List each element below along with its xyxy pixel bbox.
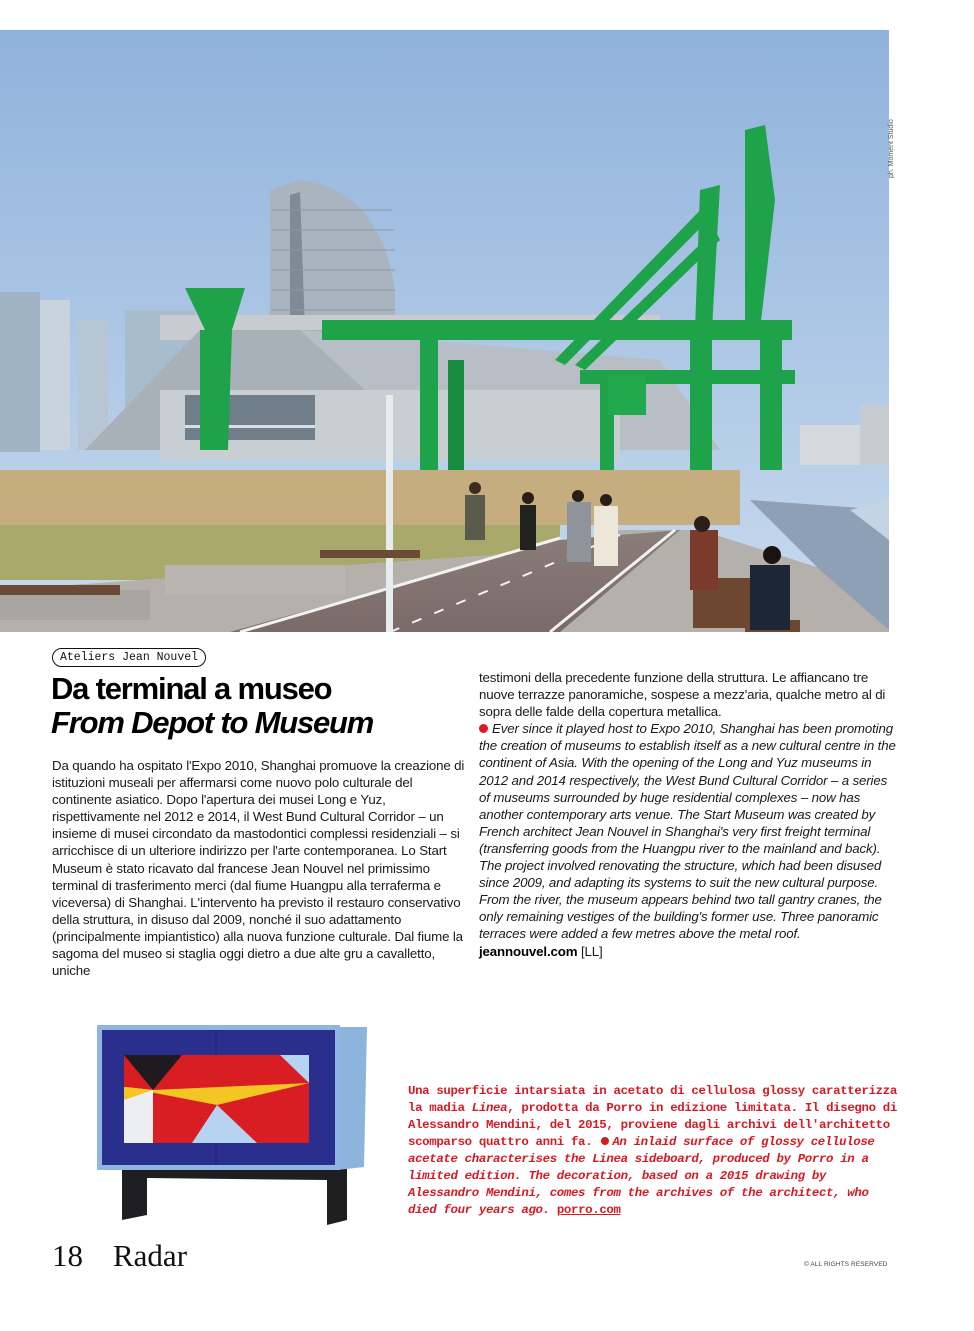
- body-english-text: Ever since it played host to Expo 2010, Shanghai has been promoting the creation of museums to establish itself as a new cultural centre in the continent of Asia. With the opening of the Long and Yuz museums in 2012 and 2014 respectively, the West Bund Cultural Corridor – a series of museums surrounded by huge residential complexes – now has another contemporary arts venue. The Start Museum was created by French architect Jean Nouvel in Shanghai's very first freight terminal (transferring goods from the Huangpu river to the mainland and back). The project involved renovating the structure, which had been disused since 2009, and adapting its systems to suit the new cultural purpose. From the river, the museum appears behind two tall gantry cranes, the only remaining vestiges of the building's former use. Three panoramic terraces were added a few metres above the metal roof.: [479, 721, 896, 942]
- caption-italian-1: Una superficie intarsiata in acetato di cellulosa glossy caratterizza la madia: [408, 1084, 897, 1115]
- article-tag: Ateliers Jean Nouvel: [52, 648, 206, 667]
- red-bullet-icon: [601, 1137, 609, 1145]
- sideboard-base: [122, 1165, 347, 1225]
- lamp-post: [386, 395, 393, 632]
- article-column-left: [52, 757, 468, 979]
- hero-photo: [0, 30, 889, 632]
- article-title: [51, 672, 373, 740]
- title-english: From Depot to Museum: [51, 705, 374, 740]
- page-folio: [52, 1238, 187, 1274]
- body-english: [479, 720, 899, 959]
- photo-credit: [888, 98, 902, 178]
- product-caption: [408, 1083, 898, 1219]
- caption-product-name: Linea: [471, 1101, 508, 1115]
- copyright-notice: © ALL RIGHTS RESERVED: [804, 1261, 888, 1268]
- jeannouvel-link[interactable]: jeannouvel.com: [479, 943, 578, 959]
- porro-link[interactable]: porro.com: [556, 1203, 621, 1217]
- red-bullet-icon: [479, 724, 488, 733]
- caption-english: An inlaid surface of glossy cellulose acetate characterises the Linea sideboard, produced by Porro in a limited edition. The decoration, based on a 2015 drawing by Alessandro Mendini, comes from the archives of the architect, who died four years ago.: [408, 1135, 875, 1217]
- caption-italian-2: , prodotta da Porro in edizione limitata. Il disegno di Alessandro Mendini, del 2015, proviene dagli archivi dell'architetto scomparso quattro anni fa.: [408, 1101, 897, 1149]
- body-italian-part1: Da quando ha ospitato l'Expo 2010, Shanghai promuove la creazione di istituzioni museali per affermarsi come nuovo polo culturale del continente asiatico. Dopo l'apertura dei musei Long e Yuz, rispettivamente nel 2012 e 2014, il West Bund Cultural Corridor – un insieme di musei circondato da mastodontici complessi residenziali – si arricchisce di un ulteriore indirizzo per l'arte contemporanea. Lo Start Museum è stato ricavato dal francese Jean Nouvel nel primissimo terminal di trasferimento merci (dal fiume Huangpu alla terraferma e viceversa) di Shanghai. L'intervento ha previsto il restauro conservativo della struttura, in disuso dal 2009, nonché il suo adattamento (principalmente impiantistico) alla nuova funzione culturale. Dal fiume la sagoma del museo si staglia oggi dietro a due alte gru a cavalletto, uniche: [52, 758, 465, 979]
- museum-photo-illustration: [0, 30, 889, 632]
- body-italian-part2: testimoni della precedente funzione della struttura. Le affiancano tre nuove terrazze panoramiche, sospese a mezz'aria, qualche metro al di sopra delle falde della copertura metallica.: [479, 670, 886, 720]
- section-name: Radar: [113, 1238, 188, 1273]
- grass-dry: [0, 470, 740, 525]
- caption-paragraph: [408, 1083, 898, 1219]
- geometric-pattern: [124, 1055, 309, 1143]
- article-column-right: [479, 669, 899, 960]
- title-italian: Da terminal a museo: [51, 671, 332, 706]
- photo-credit-text: ph. Moment Studio: [888, 119, 895, 178]
- author-initials: [LL]: [580, 943, 603, 959]
- sideboard-image: [92, 1015, 382, 1230]
- linea-sideboard-illustration: [92, 1015, 382, 1230]
- page-number: 18: [52, 1238, 83, 1273]
